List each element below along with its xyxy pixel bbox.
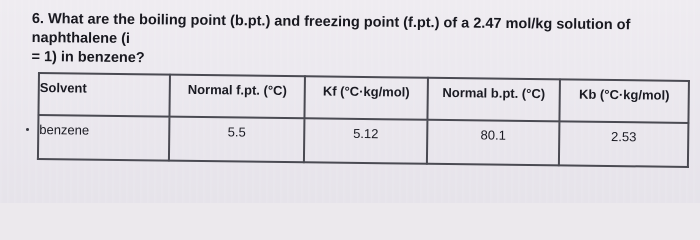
solvent-data-table — [37, 72, 690, 168]
question-text — [31, 10, 682, 74]
cell-normal-bpt: 80.1 — [427, 120, 560, 166]
question-line-1: 6. What are the boiling point (b.pt.) and freezing point (f.pt.) of a 2.47 mol/kg solution of naphthalene (i — [31, 10, 631, 48]
stray-mark — [26, 128, 29, 131]
cell-kb: 2.53 — [559, 121, 689, 167]
header-kf: Kf (°C·kg/mol) — [304, 76, 428, 119]
cell-solvent: benzene — [38, 115, 170, 161]
header-solvent: Solvent — [38, 73, 170, 117]
cell-normal-fpt: 5.5 — [169, 117, 305, 163]
header-normal-bpt: Normal b.pt. (°C) — [427, 78, 560, 122]
header-normal-fpt: Normal f.pt. (°C) — [169, 75, 305, 119]
table-row — [38, 115, 688, 167]
question-line-2: = 1) in benzene? — [31, 48, 145, 67]
cell-kf: 5.12 — [304, 118, 428, 163]
header-kb: Kb (°C·kg/mol) — [559, 79, 689, 123]
